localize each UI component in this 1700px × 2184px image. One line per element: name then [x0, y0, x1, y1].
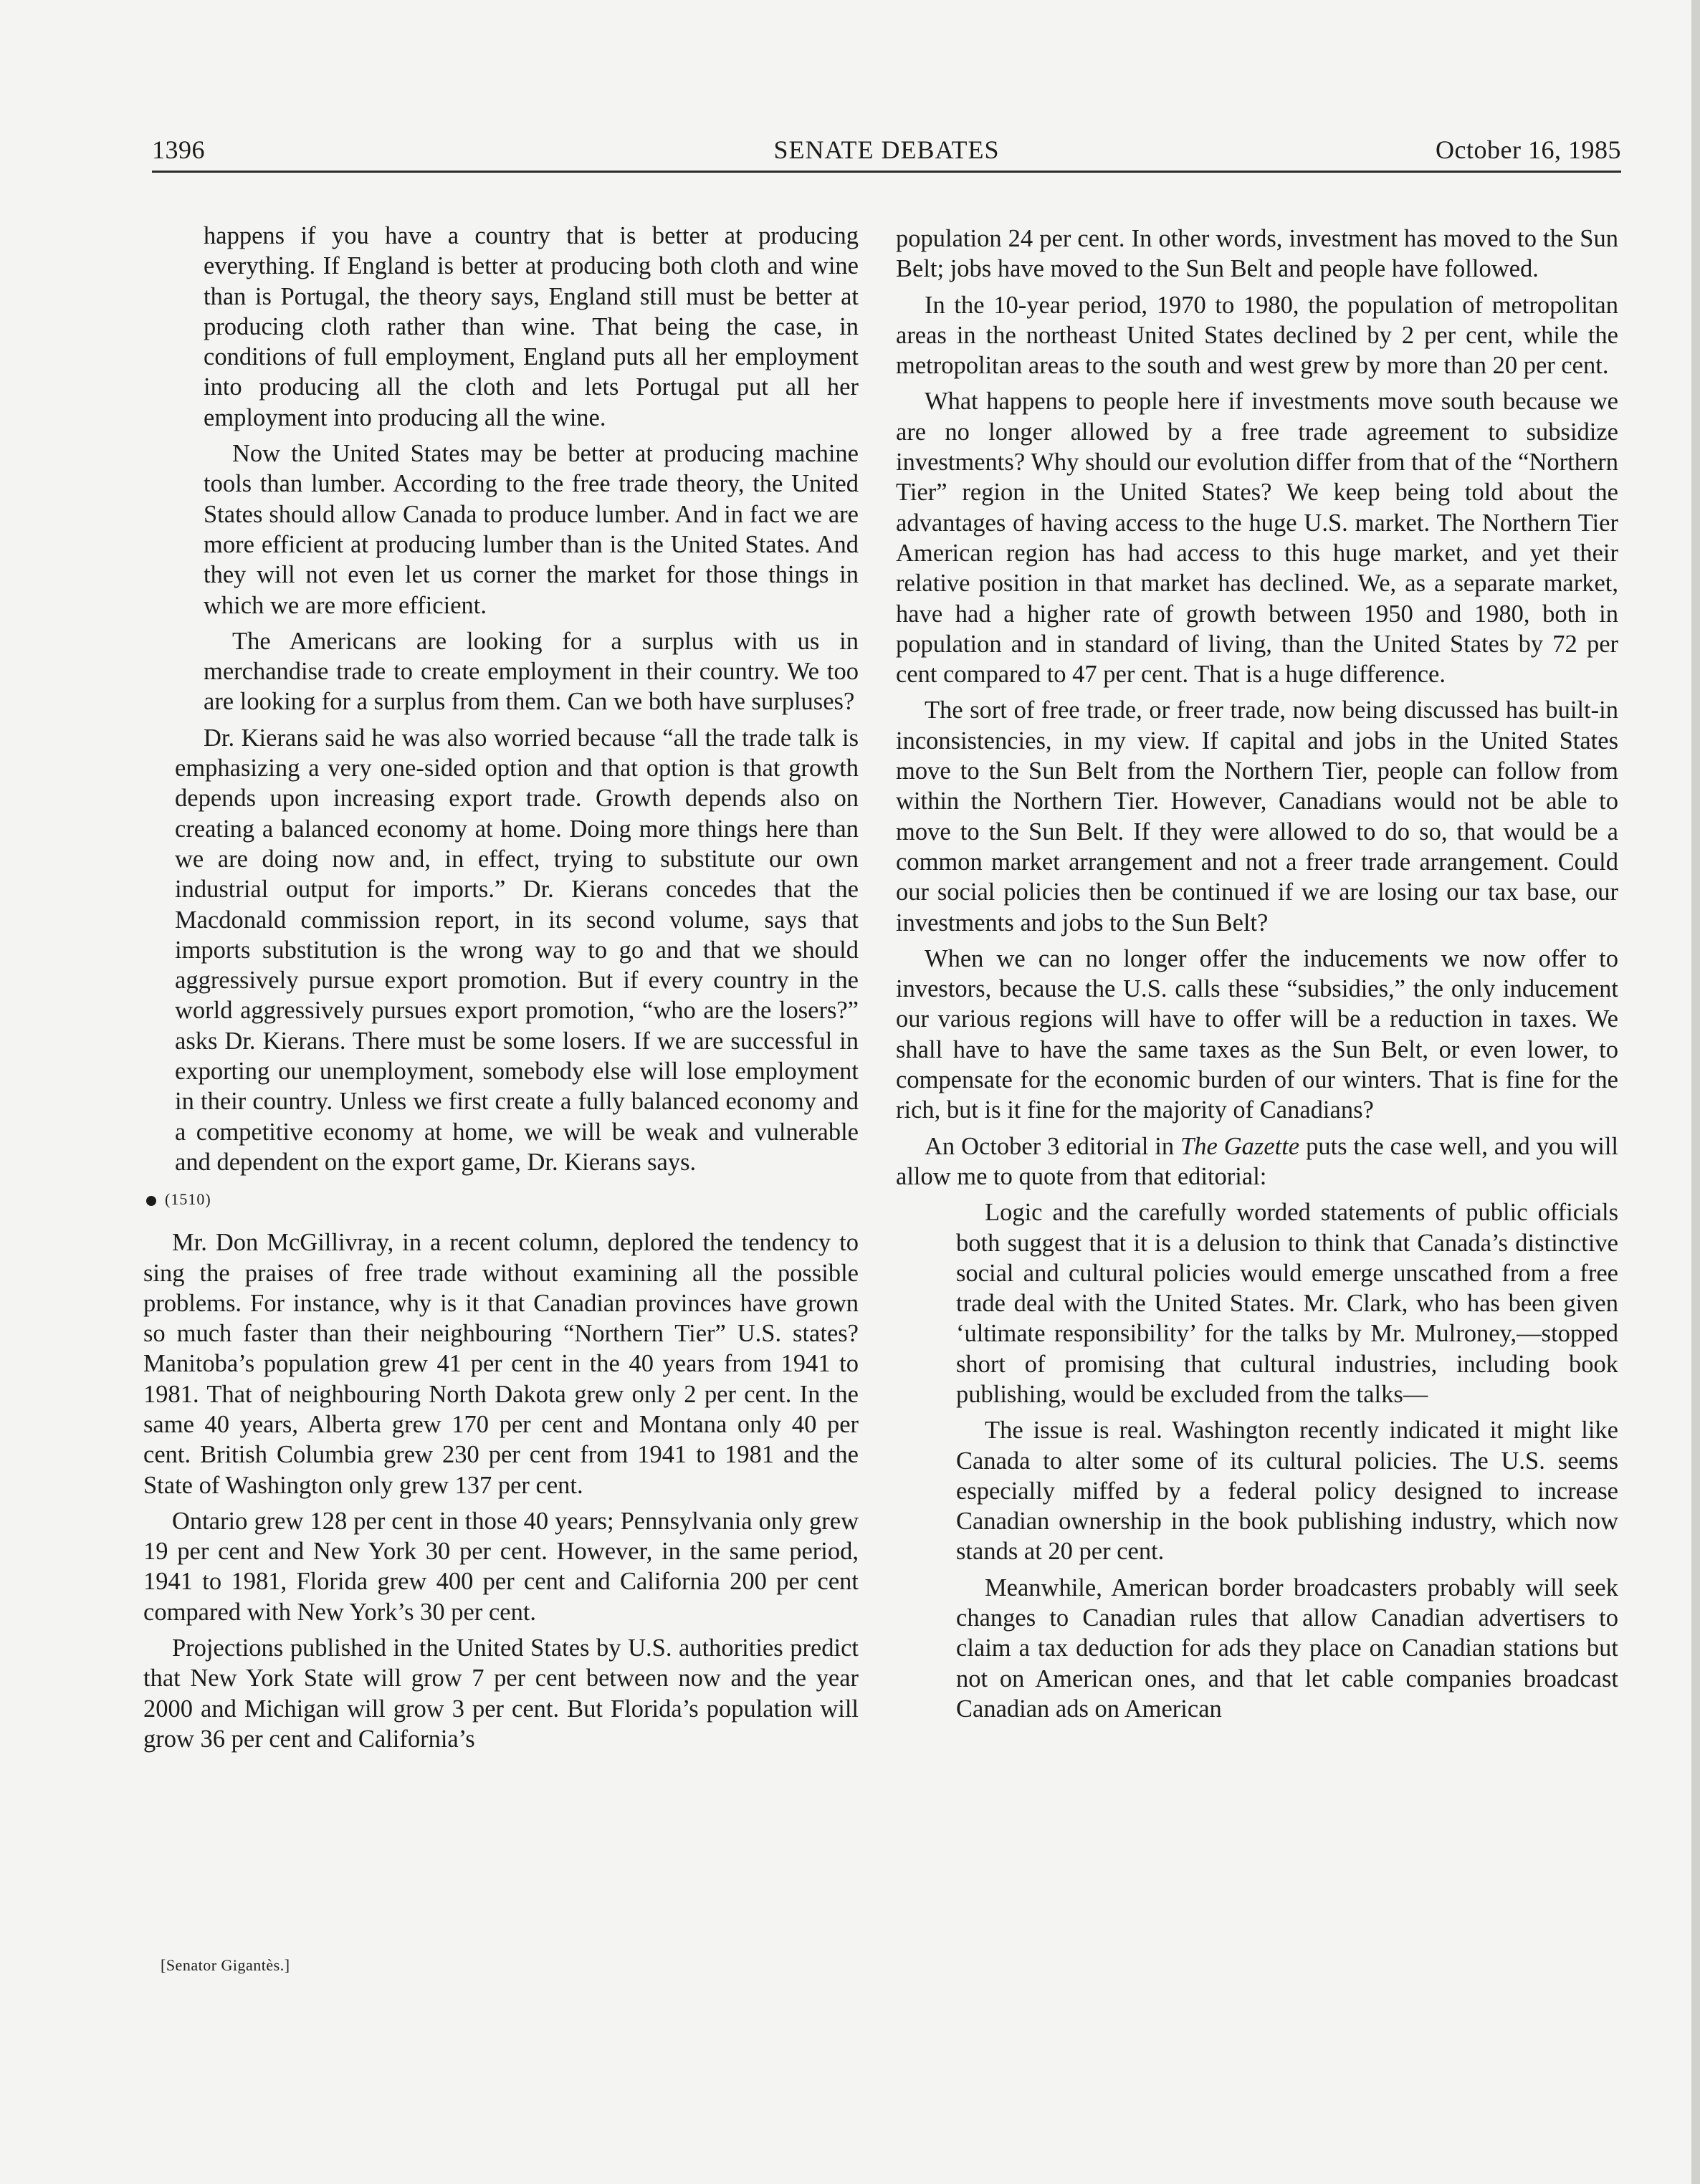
newspaper-name: The Gazette — [1180, 1132, 1300, 1160]
page-edge — [1691, 0, 1700, 2184]
block-quote: Logic and the carefully worded statements of public officials both suggest that it is a delusion to think that Canada’s distinctive social and cultural policies would emerge unscathed from a free trade deal with the United States. Mr. Clark, who has been given ‘ultimate responsibility’ for the talks by Mr. Mulroney,—stopped short of promising that cultural industries, including book publishing, would be excluded from the talks— — [956, 1199, 1618, 1408]
block-quote: Meanwhile, American border broadcasters probably will seek changes to Canadian rules that allow Canadian advertisers to claim a tax deduction for ads they place on Canadian stations but not on American ones, and that let cable companies broadcast Canadian ads on American — [956, 1574, 1618, 1723]
paragraph: In the 10-year period, 1970 to 1980, the population of metropolitan areas in the northeast United States declined by 2 per cent, while the metropolitan areas to the south and west grew by more than 20 per cent. — [896, 291, 1618, 380]
paragraph: Mr. Don McGillivray, in a recent column, deplored the tendency to sing the praises of free trade without examining all the possible problems. For instance, why is it that Canadian provinces have grown so much faster than their neighbouring “Northern Tier” U.S. states? Manitoba’s population grew 41 per cent in the 40 years from 1941 to 1981. That of neighbouring North Dakota grew only 2 per cent. In the same 40 years, Alberta grew 170 per cent and Montana only 40 per cent. British Columbia grew 230 per cent from 1941 to 1981 and the State of Washington only grew 137 per cent. — [143, 1229, 859, 1499]
time-marker — [143, 1184, 859, 1215]
left-column — [143, 221, 859, 1969]
issue-date: October 16, 1985 — [1436, 135, 1621, 164]
editorial-intro — [896, 1131, 1618, 1192]
time-marker-label: (1510) — [165, 1190, 211, 1209]
paragraph: The Americans are looking for a surplus with us in merchandise trade to create employment in their country. We too are looking for a surplus from them. Can we both have surpluses? — [204, 627, 859, 716]
block-quote: The issue is real. Washington recently indicated it might like Canada to alter some of its cultural policies. The U.S. seems especially miffed by a federal policy designed to increase Canadian ownership in the book publishing industry, which now stands at 20 per cent. — [956, 1417, 1618, 1566]
paragraph: population 24 per cent. In other words, investment has moved to the Sun Belt; jobs have moved to the Sun Belt and people have followed. — [896, 225, 1618, 283]
bullet-icon — [146, 1196, 156, 1206]
paragraph: happens if you have a country that is better at producing everything. If England is better at producing both cloth and wine than is Portugal, the theory says, England still must be better at producing cloth rather than wine. That being the case, in conditions of full employment, England puts all her employment into producing all the cloth and lets Portugal put all her employment into producing all the wine. — [204, 222, 859, 431]
paragraph: The sort of free trade, or freer trade, now being discussed has built-in inconsistencies, in my view. If capital and jobs in the United States move to the Sun Belt from the Northern Tier, people can follow from within the Northern Tier. However, Canadians would not be able to move to the Sun Belt. If they were allowed to do so, that would be a common market arrangement and not a freer trade arrangement. Could our social policies then be continued if we are losing our tax base, our investments and jobs to the Sun Belt? — [896, 696, 1618, 937]
editorial-intro-after: puts the case well, and you will allow me to quote from that editorial: — [896, 1132, 1618, 1190]
page-number: 1396 — [152, 135, 205, 164]
paragraph: What happens to people here if investments move south because we are no longer allowed by a free trade agreement to subsidize investments? Why should our evolution differ from that of the “Northern Tier” region in the United States? We keep being told about the advantages of having access to the huge U.S. market. The Northern Tier American region has had access to this huge market, and yet their relative position in that market has declined. We, as a separate market, have had a higher rate of growth between 1950 and 1980, both in population and in standard of living, than the United States by 72 per cent compared to 47 per cent. That is a huge difference. — [896, 388, 1618, 689]
page-header — [152, 135, 1621, 169]
right-column — [896, 224, 1618, 1972]
paragraph: Now the United States may be better at producing machine tools than lumber. According to the free trade theory, the United States should allow Canada to produce lumber. And in fact we are more efficient at producing lumber than is the United States. And they will not even let us corner the market for those things in which we are more efficient. — [204, 440, 859, 619]
paragraph: Projections published in the United States by U.S. authorities predict that New York State will grow 7 per cent between now and the year 2000 and Michigan will grow 3 per cent. But Florida’s population will grow 36 per cent and California’s — [143, 1634, 859, 1753]
paragraph: When we can no longer offer the inducements we now offer to investors, because the U.S. calls these “subsidies,” the only inducement our various regions will have to offer will be a reduction in taxes. We shall have to have the same taxes as the Sun Belt, or even lower, to compensate for the economic burden of our winters. That is fine for the rich, but is it fine for the majority of Canadians? — [896, 944, 1618, 1124]
publication-title: SENATE DEBATES — [773, 135, 1000, 164]
paragraph: Dr. Kierans said he was also worried because “all the trade talk is emphasizing a very one-sided option and that option is that growth depends upon increasing export trade. Growth depends also on creating a balanced economy at home. Doing more things here than we are doing now and, in effect, trying to substitute our own industrial output for imports.” Dr. Kierans concedes that the Macdonald commission report, in its second volume, says that imports substitution is the wrong way to go and that we should aggressively pursue export promotion. But if every country in the world aggressively pursues export promotion, “who are the losers?” asks Dr. Kierans. There must be some losers. If we are successful in exporting our unemployment, somebody else will lose employment in their country. Unless we first create a fully balanced economy and a competitive economy at home, we will be weak and vulnerable and dependent on the export game, Dr. Kierans says. — [175, 724, 859, 1176]
header-rule — [152, 171, 1621, 173]
paragraph: Ontario grew 128 per cent in those 40 years; Pennsylvania only grew 19 per cent and New York 30 per cent. However, in the same period, 1941 to 1981, Florida grew 400 per cent and California 200 per cent compared with New York’s 30 per cent. — [143, 1507, 859, 1626]
speaker-attribution: [Senator Gigantès.] — [161, 1956, 290, 1974]
editorial-intro-before: An October 3 editorial in — [925, 1132, 1181, 1160]
